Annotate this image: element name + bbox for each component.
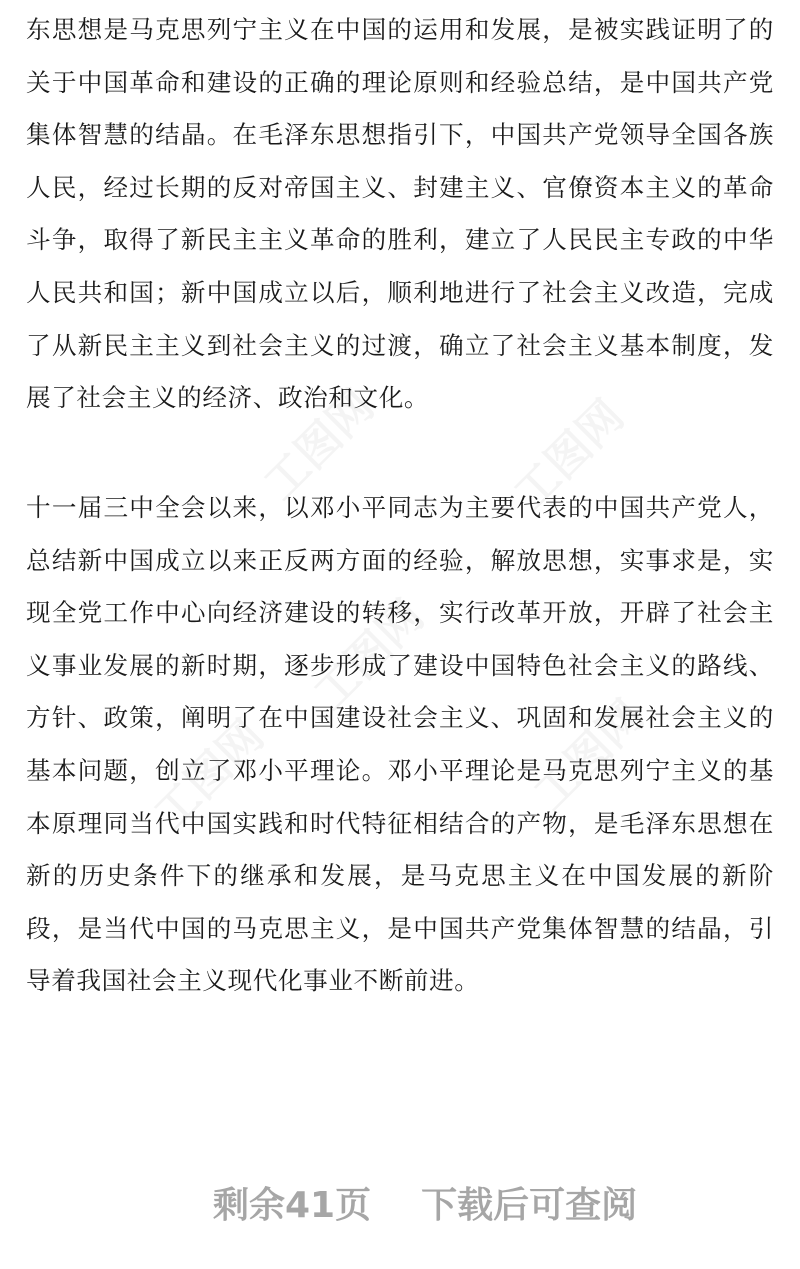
body-paragraph: 十一届三中全会以来，以邓小平同志为主要代表的中国共产党人，总结新中国成立以来正反两方面的经验，解放思想，实事求是，实现全党工作中心向经济建设的转移，实行改革开放，开辟了社会主义事业发展的新时期，逐步形成了建设中国特色社会主义的路线、方针、政策，阐明了在中国建设社会主义、巩固和发展社会主义的基本问题，创立了邓小平理论。邓小平理论是马克思列宁主义的基本原理同当代中国实践和时代特征相结合的产物，是毛泽东思想在新的历史条件下的继承和发展，是马克思主义在中国发展的新阶段，是当代中国的马克思主义，是中国共产党集体智慧的结晶，引导着我国社会主义现代化事业不断前进。 [26, 493, 774, 996]
body-paragraph: 东思想是马克思列宁主义在中国的运用和发展，是被实践证明了的关于中国革命和建设的正确的理论原则和经验总结，是中国共产党集体智慧的结晶。在毛泽东思想指引下，中国共产党领导全国各族人民，经过长期的反对帝国主义、封建主义、官僚资本主义的革命斗争，取得了新民主主义革命的胜利，建立了人民民主专政的中华人民共和国；新中国成立以后，顺利地进行了社会主义改造，完成了从新民主主义到社会主义的过渡，确立了社会主义基本制度，发展了社会主义的经济、政治和文化。 [26, 15, 774, 413]
download-prompt-label: 下载后可查阅 [421, 1185, 638, 1226]
download-banner[interactable] [0, 1136, 800, 1269]
remaining-pages-label: 剩余41页 [213, 1185, 372, 1226]
